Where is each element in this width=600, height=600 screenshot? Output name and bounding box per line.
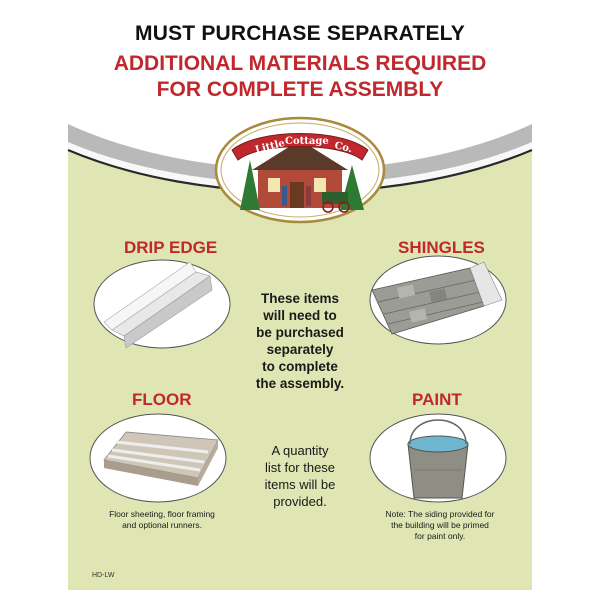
floor-caption [92, 509, 232, 531]
logo-text-co: Co. [333, 140, 354, 156]
center-note-line: be purchased [256, 325, 344, 340]
quantity-note-line: list for these [264, 460, 336, 475]
center-note-line: will need to [263, 308, 337, 323]
footer-code: HD-LW [92, 572, 115, 579]
floor-caption-line: Floor sheeting, floor framing [109, 509, 215, 519]
logo-text-little: Little [254, 137, 287, 156]
center-note-line: These items [260, 291, 340, 306]
quantity-note-line: provided. [273, 494, 327, 509]
center-note-line: separately [266, 342, 334, 357]
center-note-line: the assembly. [255, 376, 345, 391]
title-drip-edge: DRIP EDGE [124, 238, 218, 257]
heading-must-purchase: MUST PURCHASE SEPARATELY [135, 22, 465, 45]
center-note [230, 290, 370, 392]
heading-additional-materials: ADDITIONAL MATERIALS REQUIRED [113, 52, 487, 75]
paint-caption-line: Note: The siding provided for [385, 509, 495, 519]
center-note-line: to complete [262, 359, 338, 374]
title-shingles: SHINGLES [398, 238, 485, 257]
logo-text-cottage: Cottage [285, 136, 329, 147]
paint-caption-line: the building will be primed [391, 520, 489, 530]
paint-caption-line: for paint only. [414, 531, 466, 541]
floor-caption-line: and optional runners. [122, 520, 202, 530]
quantity-note-line: items will be [264, 477, 336, 492]
heading-complete-assembly: FOR COMPLETE ASSEMBLY [156, 78, 444, 101]
title-floor: FLOOR [132, 390, 192, 409]
quantity-note [230, 442, 370, 510]
quantity-note-line: A quantity [271, 443, 329, 458]
title-paint: PAINT [412, 390, 462, 409]
paint-caption [370, 509, 510, 542]
